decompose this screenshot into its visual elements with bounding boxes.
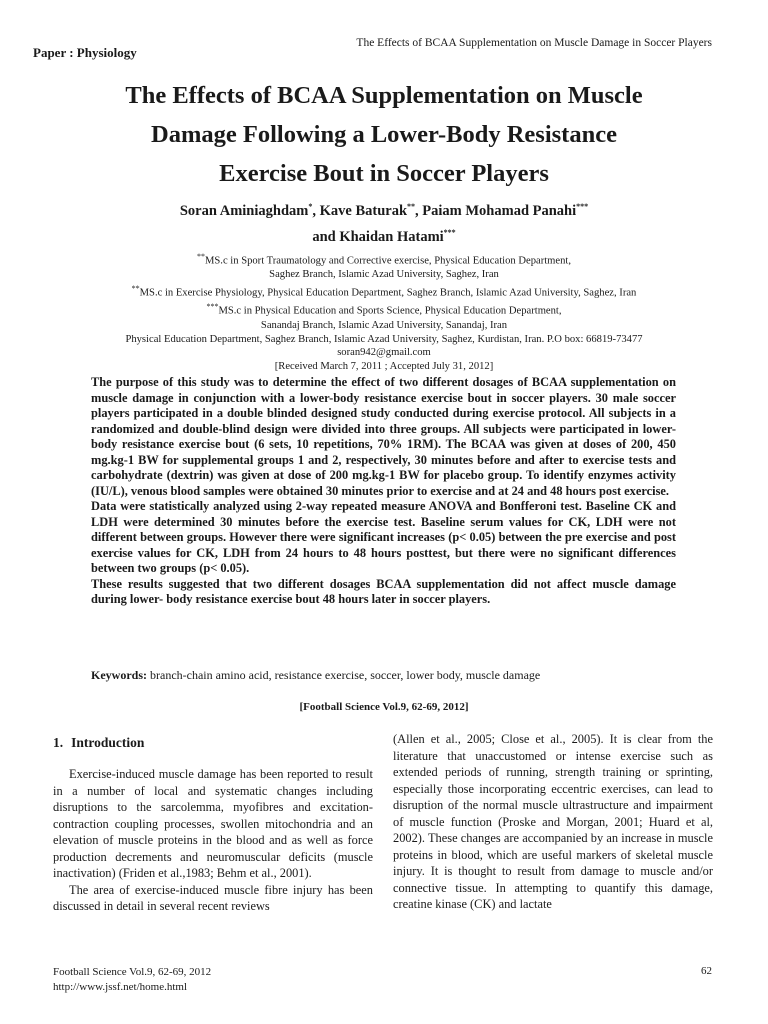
keywords: [91, 668, 691, 683]
affiliation-line: Physical Education Department, Saghez Branch, Islamic Azad University, Saghez, Kurdistan, Iran. P.O box: 66819-73477: [125, 333, 643, 345]
journal-citation: [Football Science Vol.9, 62-69, 2012]: [299, 701, 469, 713]
section-title: Introduction: [71, 735, 145, 750]
author-list: [40, 196, 728, 248]
author-3: , Paiam Mohamad Panahi: [415, 202, 577, 219]
affiliation-line: [40, 300, 728, 318]
page-number: 62: [701, 965, 712, 977]
abstract-paragraph: Data were statistically analyzed using 2-way repeated measure ANOVA and Bonfferoni test. Baseline CK and LDH were determined 30 minutes before the exercise test. Baseline serum values for CK, LDH were not different between groups. However there were significant increases (p< 0.05) between the pre exercise and post exercise values for CK, LDH from 24 hours to 48 hours posttest, but there were no significant differences between two groups (p< 0.05).: [91, 499, 676, 575]
abstract: [91, 375, 676, 608]
affiliation-mark: ***: [206, 302, 219, 312]
affiliation-line: Sanandaj Branch, Islamic Azad University, Sanandaj, Iran: [260, 319, 508, 331]
body-paragraph: (Allen et al., 2005; Close et al., 2005). It is clear from the literature that unaccustomed or intense exercise such as extended periods of running, strength training or sprinting, especially those incorporating eccentric exercises, can lead to disruption of the normal muscle ultrastructure and impairment of muscle function (Proske and Morgan, 2001; Huard et al, 2002). These changes are accompanied by an increase in muscle proteins in blood, which are useful markers of skeletal muscle injury. It is thought to result from damage to muscle and/or connective tissue. In attempting to quantify this damage, creatine kinase (CK) and lactate: [393, 732, 713, 911]
title-line-2: Damage Following a Lower-Body Resistance: [151, 121, 617, 148]
affiliation-text: MS.c in Exercise Physiology, Physical Education Department, Saghez Branch, Islamic Azad University, Saghez, Iran: [139, 287, 637, 299]
affiliation-text: MS.c in Sport Traumatology and Corrective exercise, Physical Education Department,: [205, 255, 571, 267]
keywords-text: branch-chain amino acid, resistance exercise, soccer, lower body, muscle damage: [150, 668, 541, 682]
contact-email: soran942@gmail.com: [337, 347, 431, 359]
section-number: 1.: [53, 735, 64, 750]
author-2-mark: **: [407, 202, 416, 211]
abstract-paragraph: The purpose of this study was to determine the effect of two different dosages of BCAA supplementation on muscle damage in conjunction with a lower-body resistance exercise bout in soccer players. 30 male soccer players participated in a double blinded designed study conducted during exercise protocol. All subjects in a randomized and double-blind design were divided into three groups. All subjects were participated in lower- body resistance exercise bout (6 sets, 10 repetitions, 70% 1RM). The BCAA was given at doses of 200, 450 mg.kg-1 BW for supplemental groups 1 and 2, respectively, 30 minutes before and after to exercise tests and carbohydrate (dextrin) was given at dose of 200 mg.kg-1 BW for placebo group. To identify enzymes activity (IU/L), venous blood samples were obtained 30 minutes prior to exercise and at 24 and 48 hours post exercise.: [91, 375, 676, 498]
body-column-right: [393, 731, 713, 913]
affiliations: [40, 250, 728, 374]
body-paragraph: Exercise-induced muscle damage has been reported to result in a number of local and systematic changes including disruptions to the sarcolemma, myofibres and excitation-contraction coupling processes, swollen mitochondria and an elevation of muscle proteins in the blood and as well as force production decrements and neuromuscular deficits (muscle inactivation) (Friden et al.,1983; Behm et al., 2001).: [53, 767, 373, 880]
paper-title: [40, 76, 728, 193]
footer-journal: Football Science Vol.9, 62-69, 2012: [53, 966, 212, 978]
affiliation-mark: **: [197, 252, 205, 261]
received-accepted-dates: [Received March 7, 2011 ; Accepted July 31, 2012]: [274, 361, 494, 373]
author-4: and Khaidan Hatami: [312, 228, 444, 245]
affiliation-line: Saghez Branch, Islamic Azad University, Saghez, Iran: [269, 269, 499, 281]
author-3-mark: ***: [576, 202, 589, 211]
author-1: Soran Aminiaghdam: [179, 202, 309, 219]
footer-url[interactable]: http://www.jssf.net/home.html: [53, 981, 188, 993]
author-line-2: [40, 222, 728, 248]
author-4-mark: ***: [443, 227, 456, 237]
affiliation-line: [40, 282, 728, 300]
section-heading: [53, 734, 373, 752]
running-head: The Effects of BCAA Supplementation on Muscle Damage in Soccer Players: [356, 37, 712, 49]
title-line-3: Exercise Bout in Soccer Players: [219, 160, 549, 187]
body-paragraph: The area of exercise-induced muscle fibre injury has been discussed in detail in several recent reviews: [53, 882, 373, 913]
author-line-1: [40, 196, 728, 222]
section-label: Paper : Physiology: [33, 45, 137, 60]
abstract-paragraph: These results suggested that two different dosages BCAA supplementation did not affect muscle damage during lower- body resistance exercise bout 48 hours later in soccer players.: [91, 576, 676, 606]
title-line-1: The Effects of BCAA Supplementation on Muscle: [125, 82, 643, 109]
body-column-left: [53, 734, 373, 915]
footer: [53, 965, 211, 995]
author-1-mark: *: [308, 202, 313, 211]
affiliation-text: MS.c in Physical Education and Sports Science, Physical Education Department,: [218, 305, 562, 317]
affiliation-line: [40, 250, 728, 268]
affiliation-mark: **: [131, 284, 140, 294]
author-2: , Kave Baturak: [312, 202, 408, 219]
keywords-label: Keywords:: [91, 668, 147, 682]
